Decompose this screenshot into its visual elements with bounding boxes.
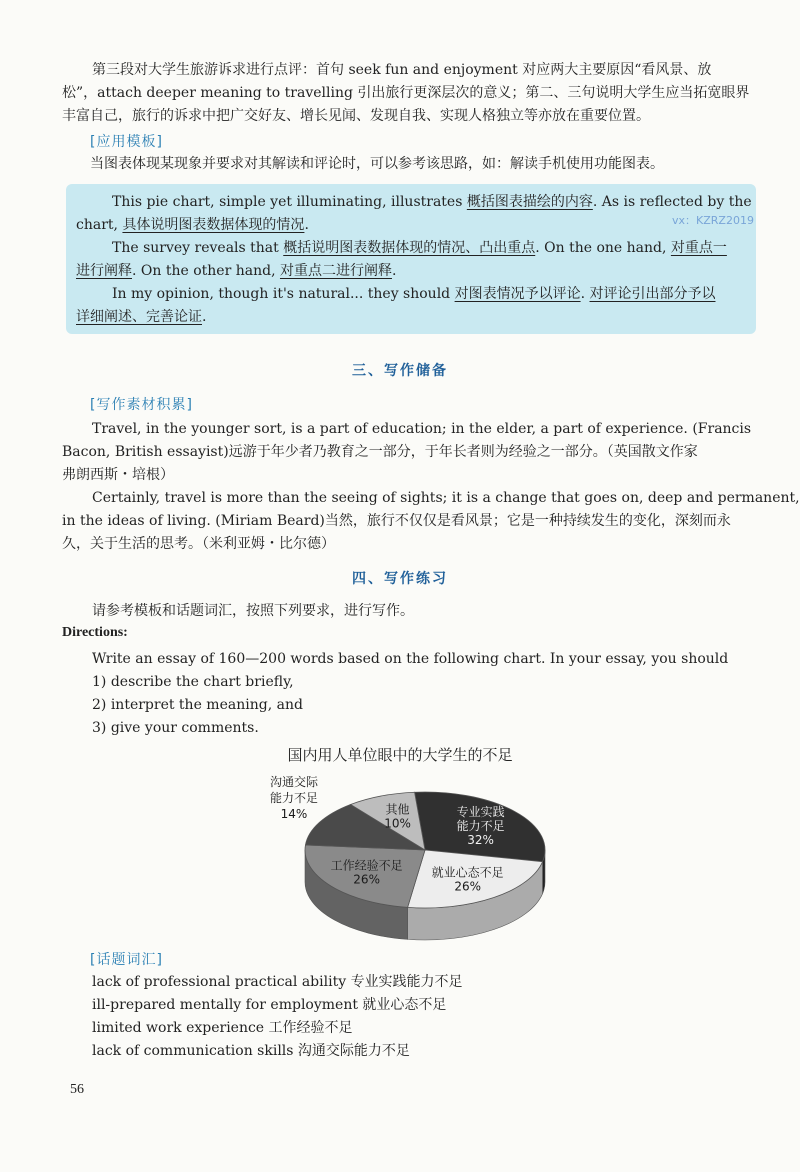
vocab-line-3: limited work experience 工作经验不足 <box>92 1020 353 1036</box>
pie-label-1-1: 26% <box>454 879 482 894</box>
vocab-line-1: lack of professional practical ability 专业实践能力不足 <box>92 974 463 990</box>
pie-label-4-1: 10% <box>384 816 411 831</box>
page-number: 56 <box>70 1082 84 1097</box>
template-box-line-3: The survey reveals that 概括说明图表数据体现的情况、凸出重点. On the one hand, 对重点一 <box>112 240 727 256</box>
materials-line-4: Certainly, travel is more than the seeing of sights; it is a change that goes on, deep and permanent, <box>92 490 800 506</box>
pie-label-3-2: 14% <box>280 807 308 821</box>
pie-label-4-0: 其他 <box>385 802 410 817</box>
materials-line-6: 久，关于生活的思考。（米利亚姆・比尔德） <box>62 536 335 552</box>
practice-intro: 请参考模板和话题词汇，按照下列要求，进行写作。 <box>92 603 414 619</box>
template-box-line-1: This pie chart, simple yet illuminating, illustrates 概括图表描绘的内容. As is reflected by the <box>112 194 752 210</box>
directions-line-4: 3) give your comments. <box>92 720 259 736</box>
template-intro: 当图表体现某现象并要求对其解读和评论时，可以参考该思路，如：解读手机使用功能图表。 <box>90 156 664 172</box>
pie-label-0-1: 能力不足 <box>456 819 505 834</box>
template-tag: [应用模板] <box>90 134 163 150</box>
template-box-line-6: 详细阐述、完善论证. <box>76 309 207 325</box>
intro-line-1: 第三段对大学生旅游诉求进行点评：首句 seek fun and enjoyment 对应两大主要原因“看风景、放 <box>92 62 712 78</box>
pie-label-1-0: 就业心态不足 <box>431 865 504 880</box>
intro-line-3: 丰富自己，旅行的诉求中把广交好友、增长见闻、发现自我、实现人格独立等亦放在重要位置。 <box>62 108 650 124</box>
directions-line-1: Write an essay of 160—200 words based on the following chart. In your essay, you should <box>92 651 729 667</box>
pie-label-0-0: 专业实践 <box>456 805 505 820</box>
directions-line-2: 1) describe the chart briefly, <box>92 674 294 690</box>
materials-line-2: Bacon, British essayist)远游于年少者乃教育之一部分，于年长者则为经验之一部分。（英国散文作家 <box>62 444 698 460</box>
section-3-title: 三、写作储备 <box>352 363 448 379</box>
template-box-line-4: 进行阐释. On the other hand, 对重点二进行阐释. <box>76 263 397 279</box>
template-box-line-5: In my opinion, though it's natural... they should 对图表情况予以评论. 对评论引出部分予以 <box>112 286 716 302</box>
directions-line-3: 2) interpret the meaning, and <box>92 697 303 713</box>
directions-label: Directions: <box>62 625 128 640</box>
pie-label-3-0: 沟通交际 <box>269 775 319 789</box>
materials-line-5: in the ideas of living. (Miriam Beard)当然，旅行不仅仅是看风景；它是一种持续发生的变化，深刻而永 <box>62 513 731 529</box>
materials-line-3: 弗朗西斯・培根） <box>62 467 174 483</box>
vocab-line-2: ill-prepared mentally for employment 就业心态不足 <box>92 997 447 1013</box>
watermark: vx：KZRZ2019 <box>672 214 754 227</box>
chart-title: 国内用人单位眼中的大学生的不足 <box>287 746 513 764</box>
vocab-tag: [话题词汇] <box>90 952 163 968</box>
intro-line-2: 松”，attach deeper meaning to travelling 引出旅行更深层次的意义；第二、三句说明大学生应当拓宽眼界 <box>62 85 750 101</box>
pie-label-2-0: 工作经验不足 <box>330 858 403 873</box>
pie-label-2-1: 26% <box>353 872 380 887</box>
materials-line-1: Travel, in the younger sort, is a part of education; in the elder, a part of experience. (Francis <box>92 421 752 437</box>
pie-label-3-1: 能力不足 <box>269 791 319 805</box>
section-4-title: 四、写作练习 <box>352 571 448 587</box>
template-box-line-2: chart, 具体说明图表数据体现的情况. <box>76 217 309 233</box>
pie-label-0-2: 32% <box>467 833 494 848</box>
pie-chart <box>260 770 590 950</box>
materials-tag: [写作素材积累] <box>90 397 193 413</box>
vocab-line-4: lack of communication skills 沟通交际能力不足 <box>92 1043 410 1059</box>
